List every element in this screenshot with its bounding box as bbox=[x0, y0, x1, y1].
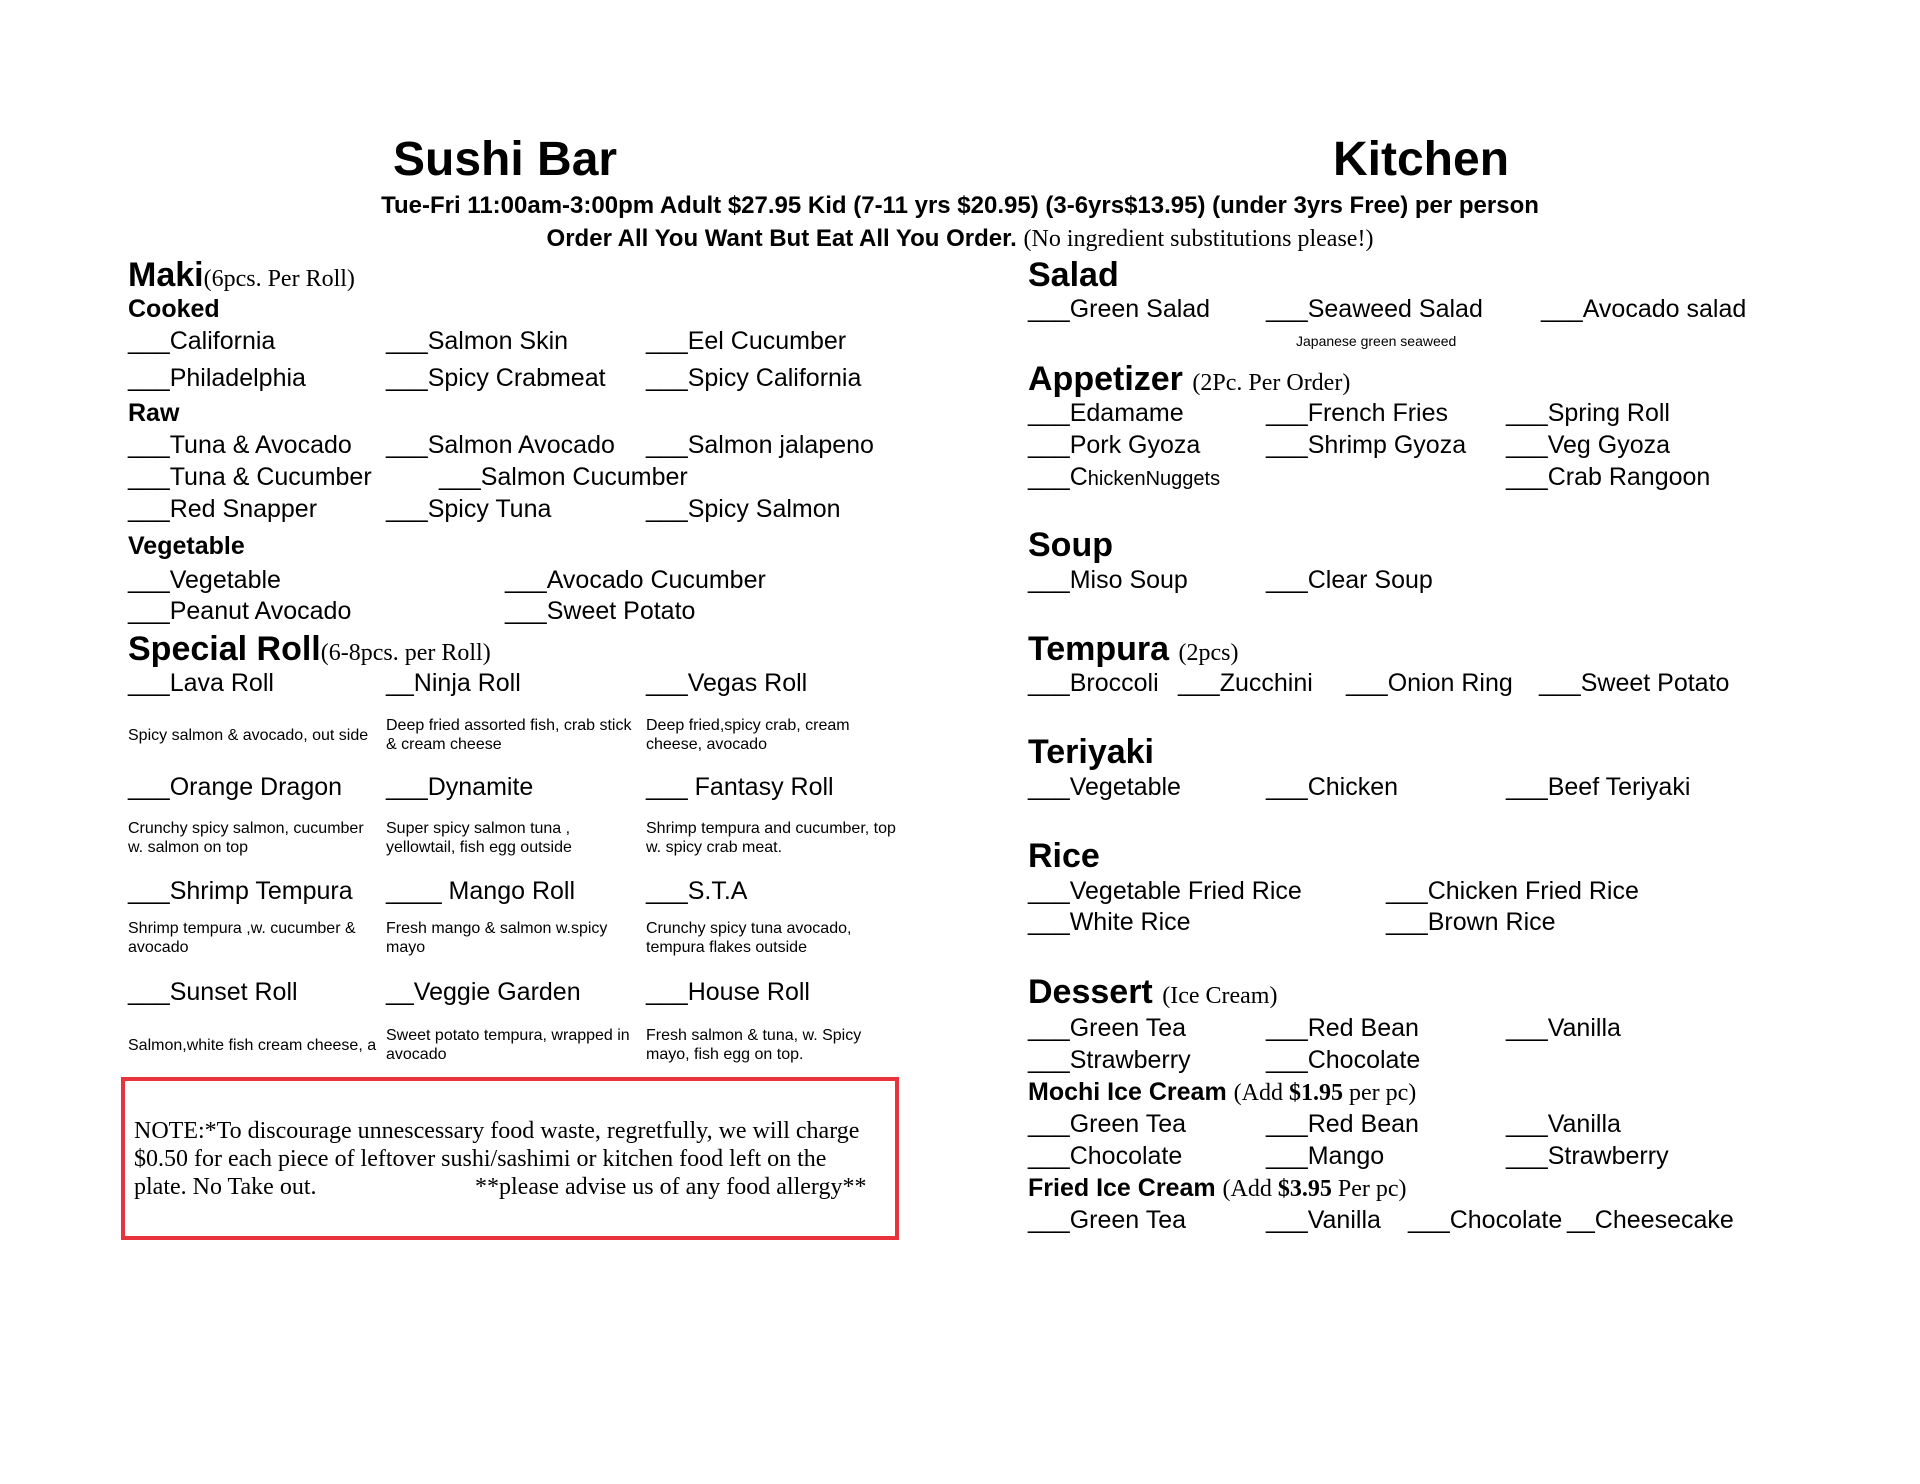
mochi-price: $1.95 bbox=[1288, 1080, 1343, 1106]
special-roll-name[interactable]: ___Sunset Roll bbox=[128, 978, 298, 1006]
menu-item[interactable]: ___Chocolate bbox=[1408, 1206, 1563, 1234]
menu-item[interactable]: ___Beef Teriyaki bbox=[1506, 773, 1691, 801]
raw-label: Raw bbox=[128, 399, 180, 427]
dessert-heading bbox=[1028, 972, 1277, 1016]
menu-item[interactable]: ___Broccoli bbox=[1028, 669, 1159, 697]
menu-item[interactable]: ___Strawberry bbox=[1506, 1142, 1669, 1170]
menu-item[interactable]: ___Sweet Potato bbox=[505, 597, 696, 625]
special-roll-subtitle: (6-8pcs. per Roll) bbox=[320, 640, 491, 666]
special-roll-desc: Deep fried assorted fish, crab stick & cream cheese bbox=[386, 717, 632, 753]
menu-item[interactable]: ___Chicken bbox=[1266, 773, 1399, 801]
rice-title: Rice bbox=[1028, 837, 1100, 875]
menu-item[interactable]: ___Green Tea bbox=[1028, 1206, 1186, 1234]
allergy-note: **please advise us of any food allergy** bbox=[475, 1174, 867, 1200]
menu-item[interactable]: ___Tuna & Avocado bbox=[128, 431, 352, 459]
special-roll-name[interactable]: ____ Mango Roll bbox=[386, 877, 576, 905]
special-roll-desc: Salmon,white fish cream cheese, a bbox=[128, 1037, 377, 1054]
menu-item[interactable]: ___Green Tea bbox=[1028, 1110, 1186, 1138]
special-roll-name[interactable]: ___Shrimp Tempura bbox=[128, 877, 353, 905]
order-rule-note: (No ingredient substitutions please!) bbox=[1023, 226, 1374, 252]
special-roll-name[interactable]: ___ Fantasy Roll bbox=[646, 773, 834, 801]
menu-item[interactable]: ___Zucchini bbox=[1178, 669, 1313, 697]
appetizer-subtitle: (2Pc. Per Order) bbox=[1192, 370, 1351, 396]
menu-item[interactable]: ___White Rice bbox=[1028, 908, 1191, 936]
special-roll-desc: Shrimp tempura ,w. cucumber & avocado bbox=[128, 920, 356, 956]
menu-item[interactable]: ___Salmon Avocado bbox=[386, 431, 615, 459]
menu-item[interactable]: ___Miso Soup bbox=[1028, 566, 1188, 594]
special-roll-name[interactable]: ___S.T.A bbox=[646, 877, 748, 905]
menu-item[interactable]: ___Brown Rice bbox=[1386, 908, 1556, 936]
menu-item[interactable]: ___Crab Rangoon bbox=[1506, 463, 1711, 491]
menu-item[interactable]: ___Eel Cucumber bbox=[646, 327, 847, 355]
soup-title: Soup bbox=[1028, 526, 1113, 564]
fried-price-post: Per pc) bbox=[1331, 1176, 1407, 1202]
note-line-3: plate. No Take out. bbox=[134, 1174, 317, 1200]
menu-item[interactable]: ___California bbox=[128, 327, 276, 355]
menu-item-chicken-nuggets[interactable] bbox=[1028, 462, 1220, 494]
menu-item[interactable]: ___Spicy Crabmeat bbox=[386, 364, 606, 392]
menu-item[interactable]: ___Shrimp Gyoza bbox=[1266, 431, 1467, 459]
appetizer-title: Appetizer bbox=[1028, 360, 1183, 398]
menu-item[interactable]: ___Vegetable bbox=[128, 566, 281, 594]
menu-item[interactable]: ___Avocado Cucumber bbox=[505, 566, 766, 594]
menu-item[interactable]: ___Philadelphia bbox=[128, 364, 306, 392]
fried-price-pre: (Add bbox=[1222, 1176, 1278, 1202]
menu-item[interactable]: ___Avocado salad bbox=[1541, 295, 1747, 323]
special-roll-desc: Fresh salmon & tuna, w. Spicy mayo, fish egg on top. bbox=[646, 1027, 862, 1063]
mochi-price-pre: (Add bbox=[1233, 1080, 1289, 1106]
menu-item[interactable]: ___Red Snapper bbox=[128, 495, 318, 523]
special-roll-name[interactable]: __Ninja Roll bbox=[386, 669, 521, 697]
seaweed-note: Japanese green seaweed bbox=[1296, 333, 1457, 349]
tempura-title: Tempura bbox=[1028, 630, 1170, 668]
fried-price: $3.95 bbox=[1277, 1176, 1332, 1202]
menu-item[interactable]: ___Clear Soup bbox=[1266, 566, 1433, 594]
menu-item[interactable]: ___Salmon jalapeno bbox=[646, 431, 874, 459]
maki-subtitle: (6pcs. Per Roll) bbox=[203, 266, 355, 292]
menu-item[interactable]: ___Green Tea bbox=[1028, 1014, 1186, 1042]
order-rule-line bbox=[0, 224, 1920, 254]
menu-item[interactable]: ___Strawberry bbox=[1028, 1046, 1191, 1074]
mochi-price-post: per pc) bbox=[1342, 1080, 1417, 1106]
menu-item[interactable]: ___Chocolate bbox=[1266, 1046, 1421, 1074]
dessert-subtitle: (Ice Cream) bbox=[1162, 983, 1278, 1009]
salad-title: Salad bbox=[1028, 256, 1119, 294]
tempura-heading bbox=[1028, 629, 1239, 673]
menu-item[interactable]: ___Mango bbox=[1266, 1142, 1385, 1170]
menu-item[interactable]: ___Vegetable bbox=[1028, 773, 1181, 801]
menu-item[interactable]: ___Spring Roll bbox=[1506, 399, 1670, 427]
special-roll-heading bbox=[128, 629, 491, 673]
special-roll-desc: Crunchy spicy tuna avocado, tempura flakes outside bbox=[646, 920, 852, 956]
menu-item[interactable]: ___Salmon Skin bbox=[386, 327, 569, 355]
note-box bbox=[121, 1077, 899, 1240]
note-line-1: NOTE:*To discourage unnescessary food waste, regretfully, we will charge bbox=[134, 1118, 860, 1144]
maki-heading bbox=[128, 255, 355, 299]
special-roll-name[interactable]: __Veggie Garden bbox=[386, 978, 581, 1006]
menu-item[interactable]: ___Peanut Avocado bbox=[128, 597, 352, 625]
menu-item[interactable]: ___Vanilla bbox=[1506, 1110, 1621, 1138]
hours-pricing: Tue-Fri 11:00am-3:00pm Adult $27.95 Kid (7-11 yrs $20.95) (3-6yrs$13.95) (under 3yrs Free) per person bbox=[381, 192, 1539, 219]
menu-item[interactable]: ___Spicy California bbox=[646, 364, 862, 392]
menu-item[interactable]: ___Sweet Potato bbox=[1539, 669, 1730, 697]
menu-item[interactable]: ___Red Bean bbox=[1266, 1110, 1419, 1138]
dessert-title: Dessert bbox=[1028, 973, 1153, 1011]
special-roll-name[interactable]: ___Orange Dragon bbox=[128, 773, 343, 801]
vegetable-label: Vegetable bbox=[128, 532, 245, 560]
appetizer-heading bbox=[1028, 359, 1350, 403]
tempura-subtitle: (2pcs) bbox=[1178, 640, 1239, 666]
menu-item[interactable]: ___Onion Ring bbox=[1346, 669, 1513, 697]
mochi-label: Mochi Ice Cream bbox=[1028, 1078, 1227, 1106]
menu-item[interactable]: ___Vanilla bbox=[1266, 1206, 1381, 1234]
menu-item[interactable]: ___Veg Gyoza bbox=[1506, 431, 1671, 459]
menu-item[interactable]: ___Chocolate bbox=[1028, 1142, 1183, 1170]
special-roll-name[interactable]: ___Vegas Roll bbox=[646, 669, 808, 697]
menu-item[interactable]: ___Red Bean bbox=[1266, 1014, 1419, 1042]
sushi-bar-title: Sushi Bar bbox=[393, 133, 618, 186]
menu-item[interactable]: ___Green Salad bbox=[1028, 295, 1211, 323]
mochi-heading bbox=[1028, 1077, 1416, 1108]
note-line-2: $0.50 for each piece of leftover sushi/sashimi or kitchen food left on the bbox=[134, 1146, 827, 1172]
special-roll-name[interactable]: ___House Roll bbox=[646, 978, 810, 1006]
menu-item[interactable]: ___Pork Gyoza bbox=[1028, 431, 1201, 459]
nuggets-prefix: ___C bbox=[1028, 463, 1088, 491]
menu-item[interactable]: ___Salmon Cucumber bbox=[439, 463, 688, 491]
fried-ice-cream-heading bbox=[1028, 1173, 1407, 1204]
menu-item[interactable]: ___French Fries bbox=[1266, 399, 1449, 427]
menu-item[interactable]: __Cheesecake bbox=[1567, 1206, 1734, 1234]
order-rule: Order All You Want But Eat All You Order. bbox=[546, 225, 1017, 252]
menu-item[interactable]: ___Vegetable Fried Rice bbox=[1028, 877, 1302, 905]
special-roll-desc: Deep fried,spicy crab, cream cheese, avocado bbox=[646, 717, 850, 753]
special-roll-desc: Super spicy salmon tuna , yellowtail, fish egg outside bbox=[386, 820, 572, 856]
special-roll-desc: Crunchy spicy salmon, cucumber w. salmon on top bbox=[128, 820, 364, 856]
special-roll-name[interactable]: ___Dynamite bbox=[386, 773, 534, 801]
menu-item[interactable]: ___Vanilla bbox=[1506, 1014, 1621, 1042]
menu-item[interactable]: ___Seaweed Salad bbox=[1266, 295, 1483, 323]
menu-item[interactable]: ___Chicken Fried Rice bbox=[1386, 877, 1639, 905]
special-roll-desc: Sweet potato tempura, wrapped in avocado bbox=[386, 1027, 630, 1063]
special-roll-title: Special Roll bbox=[128, 630, 321, 668]
special-roll-desc: Shrimp tempura and cucumber, top w. spicy crab meat. bbox=[646, 820, 896, 856]
kitchen-title: Kitchen bbox=[1333, 133, 1510, 186]
menu-item[interactable]: ___Spicy Salmon bbox=[646, 495, 841, 523]
menu-item[interactable]: ___Tuna & Cucumber bbox=[128, 463, 372, 491]
teriyaki-title: Teriyaki bbox=[1028, 733, 1155, 771]
menu-item[interactable]: ___Edamame bbox=[1028, 399, 1184, 427]
special-roll-desc: Spicy salmon & avocado, out side bbox=[128, 727, 369, 744]
menu-item[interactable]: ___Spicy Tuna bbox=[386, 495, 552, 523]
fried-label: Fried Ice Cream bbox=[1028, 1174, 1216, 1202]
special-roll-desc: Fresh mango & salmon w.spicy mayo bbox=[386, 920, 608, 956]
maki-title: Maki bbox=[128, 256, 204, 294]
nuggets-rest: hickenNuggets bbox=[1087, 468, 1221, 490]
special-roll-name[interactable]: ___Lava Roll bbox=[128, 669, 274, 697]
cooked-label: Cooked bbox=[128, 295, 220, 323]
